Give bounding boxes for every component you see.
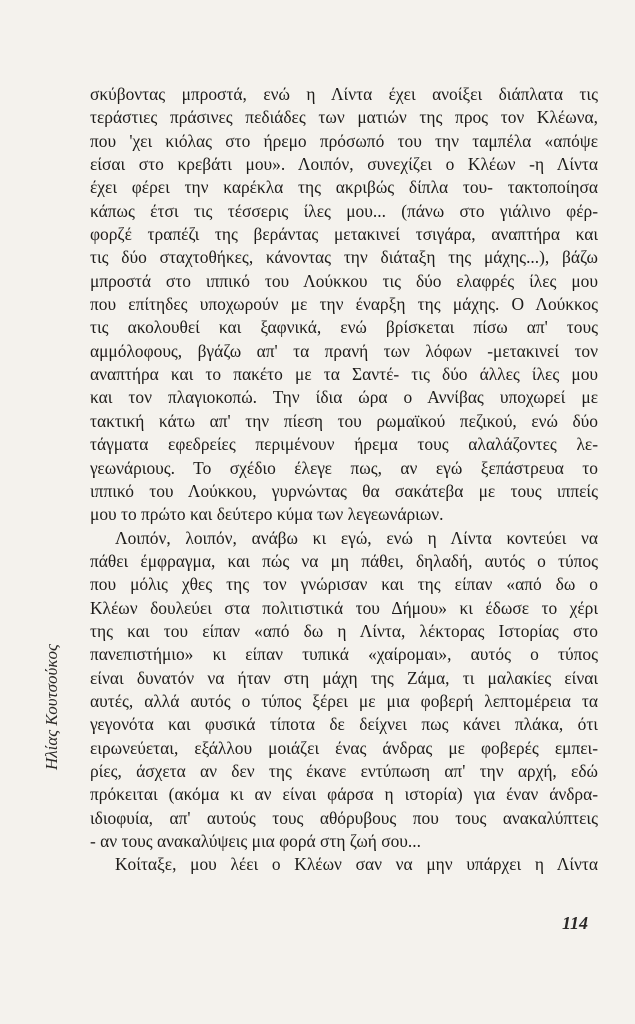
author-running-head: Ηλίας Κουτσούκος [42, 644, 61, 770]
text-line: αυτές, αλλά αυτός ο τύπος ξέρει με μια φοβερή λεπτομέρεια τα [90, 690, 598, 711]
text-line: που 'χει κιόλας στο ήρεμο πρόσωπό του την ταμπέλα «απόψε [90, 130, 598, 151]
text-line: τις ακολουθεί και ξαφνικά, ενώ βρίσκεται πίσω απ' τους [90, 317, 598, 338]
text-line: της και του είπαν «από δω η Λίντα, λέκτορας Ιστορίας στο [90, 620, 598, 641]
text-line: σκύβοντας μπροστά, ενώ η Λίντα έχει ανοίξει διάπλατα τις [90, 84, 598, 104]
text-line: έχει φέρει την καρέκλα της ακριβώς δίπλα του- τακτοποίησα [90, 177, 598, 198]
text-line: μπροστά στο ιππικό του Λούκκου τις δύο ελαφρές ίλες μου [90, 270, 598, 291]
text-line: είσαι στο κρεβάτι μου». Λοιπόν, συνεχίζει ο Κλέων -η Λίντα [90, 154, 598, 175]
text-line: τάγματα εφεδρείες περιμένουν ήρεμα τους αλαλάζοντες λε- [90, 434, 598, 455]
text-line: ρίες, άσχετα αν δεν της έκανε εντύπωση απ' την αρχή, εδώ [90, 760, 598, 781]
text-line: γεωνάριους. Το σχέδιο έλεγε πως, αν εγώ ξεπάστρευα το [90, 457, 598, 478]
text-line: φορζέ τραπέζι της βεράντας μετακινεί τσιγάρα, αναπτήρα και [90, 224, 598, 245]
text-line: Κοίταξε, μου λέει ο Κλέων σαν να μην υπάρχει η Λίντα [115, 854, 598, 875]
text-line: γεγονότα και φυσικά τίποτα δε δείχνει πως κάνει πλάκα, ότι [90, 714, 598, 735]
text-line: πανεπιστήμιο» κι είπαν τυπικά «χαίρομαι», αυτός ο τύπος [90, 644, 598, 665]
page-number: 114 [562, 913, 589, 933]
text-line: πρόκειται (ακόμα κι αν είναι φάρσα η ιστορία) για έναν άνδρα- [90, 784, 598, 805]
text-line: που μόλις χθες της τον γνώρισαν και της είπαν «από δω ο [90, 574, 598, 595]
text-line: είναι δυνατόν να ήταν στη μάχη της Ζάμα, τι μαλακίες είναι [90, 667, 598, 688]
text-line: πάθει έμφραγμα, και πώς να μη πάθει, δηλαδή, αυτός ο τύπος [90, 550, 598, 571]
text-line: Λοιπόν, λοιπόν, ανάβω κι εγώ, ενώ η Λίντα κοντεύει να [115, 527, 598, 548]
text-line: που επίτηδες υποχωρούν με την έναρξη της μάχης. Ο Λούκκος [90, 294, 598, 315]
text-line: ειρωνεύεται, εξάλλου μοιάζει ένας άνδρας με φοβερές εμπει- [90, 737, 598, 758]
text-line: και τον πλαγιοκοπώ. Την ίδια ώρα ο Αννίβας υποχωρεί με [90, 387, 598, 408]
text-line: Κλέων δουλεύει στα πολιτιστικά του Δήμου» κι έδωσε το χέρι [90, 597, 598, 618]
text-line: - αν τους ανακαλύψεις μια φορά στη ζωή σου... [90, 831, 421, 851]
text-line: κάπως έτσι τις τέσσερις ίλες μου... (πάνω στο γιάλινο φέρ- [90, 200, 598, 221]
text-line: αναπτήρα και το πακέτο με τα Σαντέ- τις δύο άλλες ίλες μου [90, 364, 598, 385]
text-line: τις δύο σταχτοθήκες, κάνοντας την διάταξη της μάχης...), βάζω [90, 247, 598, 268]
text-line: μου το πρώτο και δεύτερο κύμα των λεγεωνάριων. [90, 504, 444, 525]
text-line: ιδιοφυία, απ' αυτούς τους αθόρυβους που τους ανακαλύπτεις [90, 807, 598, 828]
body-text [90, 83, 598, 877]
text-line: αμμόλοφους, βγάζω απ' τα πρανή των λόφων -μετακινεί τον [90, 340, 598, 361]
text-line: ιππικό του Λούκκου, γυρνώντας θα σακάτεβα με τους ιππείς [90, 480, 598, 501]
text-line: τεράστιες πράσινες πεδιάδες των ματιών της προς τον Κλέωνα, [90, 107, 598, 128]
text-line: τακτική κάτω απ' την πίεση του ρωμαϊκού πεζικού, ενώ δύο [90, 410, 598, 431]
